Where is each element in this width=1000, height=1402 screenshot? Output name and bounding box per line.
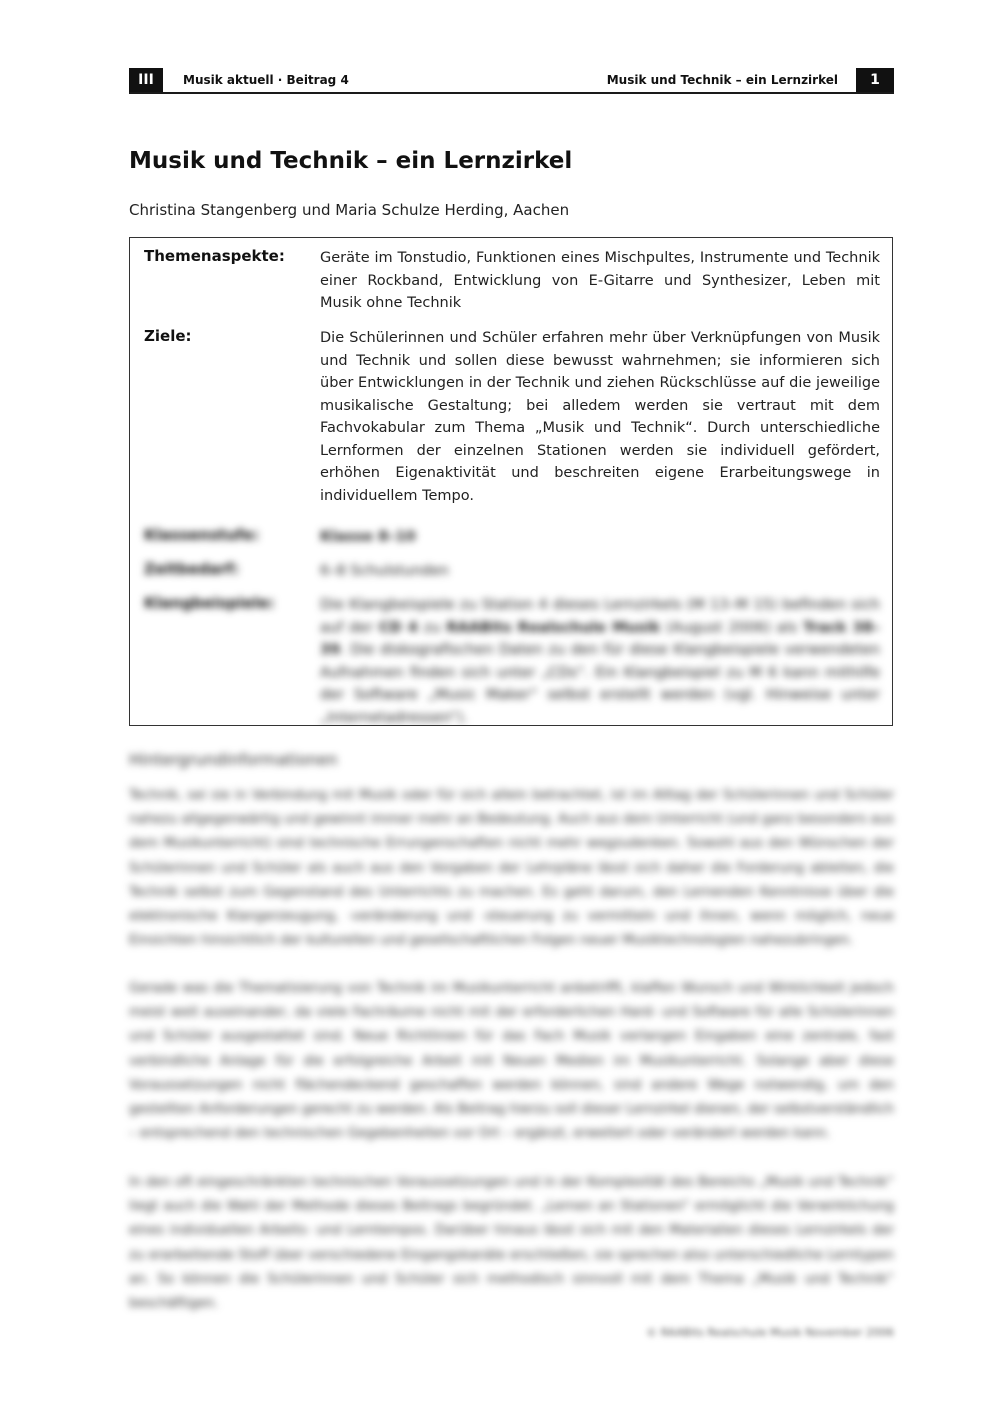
label-klassenstufe: Klassenstufe: (144, 526, 260, 544)
klang-series: RAABits Realschule Musik (446, 619, 661, 636)
section-heading: Hintergrundinformationen (129, 750, 338, 769)
paragraph-1: Technik, sei sie in Verbindung mit Musik oder für sich allein betrachtet, ist im Alltag der Schülerinnen und Schüler nahezu allgegenwärtig und gewinnt immer mehr an Bedeutung. Auch aus dem Unterricht (und ganz besonders aus dem Musikunterricht) sind technische Errungenschaften nicht mehr wegzudenken. Sowohl aus den Wünschen der Schülerinnen und Schüler als auch aus den Vorgaben der Lehrpläne lässt sich daher die Forderung ableiten, die Technik selbst zum Gegenstand des Unterrichts zu machen. Es geht darum, den Lernenden Kenntnisse über die elektronische Klangerzeugung, -veränderung und -steuerung zu vermitteln und ihnen, wenn möglich, neue Einsichten hinsichtlich der kulturellen und gesellschaftlichen Folgen neuer Musiktechnologien nahezubringen. (129, 788, 894, 949)
page-header (129, 68, 894, 94)
overview-box (129, 237, 893, 726)
value-ziele: Die Schülerinnen und Schüler erfahren mehr über Verknüpfungen von Musik und Technik und sollen diese bewusst wahrnehmen; sie informieren sich über Entwicklungen in der Technik und ziehen Rückschlüsse auf die jeweilige musikalische Gestaltung; bei alledem werden sie vertraut mit dem Fachvokabular zum Thema „Musik und Technik“. Durch unterschiedliche Lernformen der einzelnen Stationen werden sie individuell gefördert, erhöhen Eigenaktivität und beschreiten eigene Erarbeitungswege in individuellem Tempo. (320, 330, 880, 504)
copyright-footer: © RAABits Realschule Musik November 2006 (646, 1326, 894, 1339)
article-title: Musik und Technik – ein Lernzirkel (129, 148, 573, 174)
klang-track: Track 38–39 (320, 619, 881, 658)
page-number: 1 (856, 68, 894, 92)
running-title: Musik und Technik – ein Lernzirkel (606, 73, 838, 87)
blurred-details (130, 470, 892, 726)
label-zeitbedarf: Zeitbedarf: (144, 560, 240, 578)
klang-text-4: . Die diskografischen Daten zu den für diese Klangbeispiele verwendeten Aufnahmen finden sich unter „CDs“. Ein Klangbeispiel zu M 6 kann mithilfe der Software „Music Maker“ selbst erstellt werden (vgl. Hinweise unter „Internetadressen“). (320, 642, 880, 726)
label-klangbeispiele: Klangbeispiele: (144, 594, 275, 612)
klang-text-3: (August 2006) als (666, 619, 798, 636)
paragraph-3: In den oft eingeschränkten technischen Voraussetzungen und in der Komplexität des Bereichs „Musik und Technik“ liegt auch die Wahl der Methode dieses Beitrags begründet. „Lernen an Stationen“ ermöglicht die Verwirklichung eines individuellen Arbeits- und Lerntempos. Darüber hinaus lässt sich mit den Materialien dieses Lernzirkels der zu erarbeitende Stoff über verschiedene Eingangskanäle erschließen, sie sprechen also unterschiedliche Lerntypen an. So können die Schülerinnen und Schüler sich methodisch sinnvoll mit dem Thema „Musik und Technik“ beschäftigen. (129, 1175, 894, 1312)
value-klassenstufe: Klasse 8–10 (320, 529, 416, 545)
value-klangbeispiele (320, 594, 880, 726)
section-number-box: III (129, 68, 163, 92)
series-title: Musik aktuell · Beitrag 4 (183, 73, 349, 87)
klang-cd: CD 4 (378, 619, 418, 636)
klang-text-1: Die Klangbeispiele zu Station 4 dieses Lernzirkels (M 13–M 15) befinden sich auf der (320, 597, 880, 636)
value-zeitbedarf: 6–8 Schulstunden (320, 563, 449, 579)
paragraph-2: Gerade was die Thematisierung von Technik im Musikunterricht anbetrifft, klaffen Wunsch und Wirklichkeit jedoch meist weit auseinander, da viele Fachräume nicht mit der erforderlichen Hard- und Software für alle Schülerinnen und Schüler ausgestattet sind. Neue Richtlinien für das Fach Musik verlangen Eingaben eine zentrale, fast verbindliche Anlage für die erfolgreiche Arbeit mit Neuen Medien im Musikunterricht. Solange aber diese Voraussetzungen nicht flächendeckend geschaffen werden können, sind andere Wege notwendig, um den gestellten Anforderungen gerecht zu werden. Als Beitrag hierzu soll dieser Lernzirkel dienen, der selbstverständlich – entsprechend den technischen Gegebenheiten vor Ort – ergänzt, erweitert oder verändert werden kann. (129, 981, 894, 1142)
klang-text-2: zu (423, 619, 441, 636)
label-ziele: Ziele: (144, 327, 192, 345)
authors-line: Christina Stangenberg und Maria Schulze Herding, Aachen (129, 201, 570, 219)
value-themenaspekte: Geräte im Tonstudio, Funktionen eines Mischpultes, Instrumente und Technik einer Rockband, Entwicklung von E-Gitarre und Synthesizer, Leben mit Musik ohne Technik (320, 250, 880, 311)
label-themenaspekte: Themenaspekte: (144, 247, 285, 265)
